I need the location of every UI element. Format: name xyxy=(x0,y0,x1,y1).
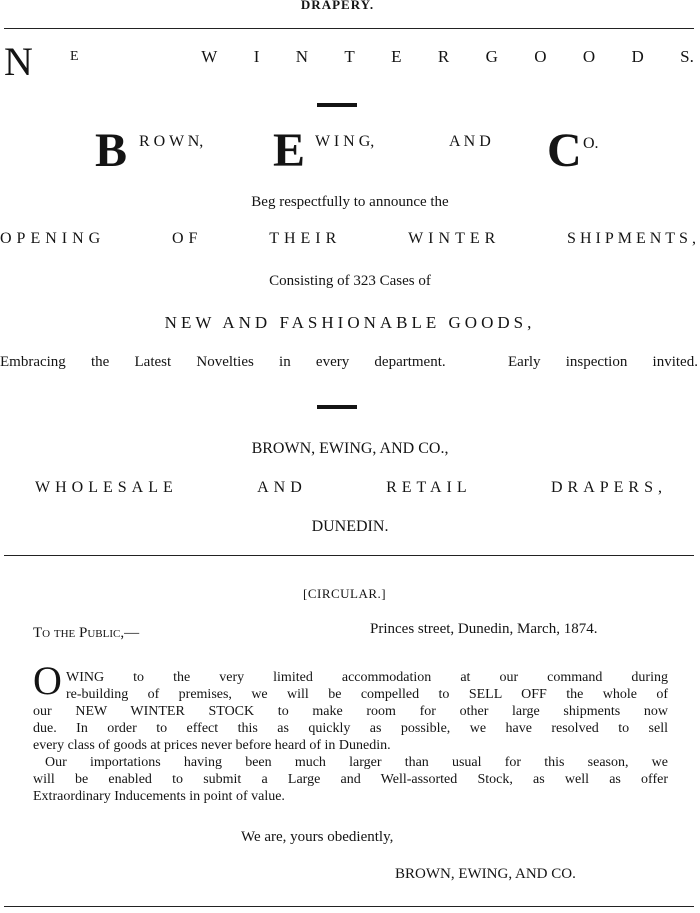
headline-letter: E xyxy=(70,49,79,64)
opening-word: THEIR xyxy=(269,230,342,247)
separator-dash xyxy=(317,103,357,107)
embracing-word: inspection xyxy=(565,354,628,370)
embracing-word: the xyxy=(91,354,110,370)
embracing-word: in xyxy=(279,354,291,370)
opening-word: WINTER xyxy=(408,230,501,247)
trade-word: RETAIL xyxy=(386,479,472,496)
trade-word: DRAPERS, xyxy=(550,479,667,496)
dateline: Princes street, Dunedin, March, 1874. xyxy=(370,621,598,637)
circular-body xyxy=(33,669,668,805)
circular-line: due. In order to effect this as quickly as possible, we have resolved to sell xyxy=(33,721,668,736)
opening-line xyxy=(0,230,700,248)
signature: BROWN, EWING, AND CO. xyxy=(395,866,576,882)
header-rule xyxy=(4,28,694,29)
circular-line: every class of goods at prices never before heard of in Dunedin. xyxy=(33,738,391,753)
bottom-rule xyxy=(4,906,694,907)
headline-initial: N xyxy=(4,39,33,84)
circular-line: will be enabled to submit a Large and Well-assorted Stock, as well as offer xyxy=(33,772,668,787)
opening-word: OPENING xyxy=(0,230,106,247)
embracing-word: Latest xyxy=(134,354,172,370)
city-line: DUNEDIN. xyxy=(311,518,389,535)
headline-letter: T xyxy=(344,47,355,66)
circular-line: re-building of premises, we will be compelled to SELL OFF the whole of xyxy=(66,687,668,702)
circular-line: our NEW WINTER STOCK to make room for other large shipments now xyxy=(33,704,668,719)
section-header: DRAPERY. xyxy=(300,0,375,12)
headline-letter: R xyxy=(437,47,450,66)
headline-letters xyxy=(70,46,694,68)
trade-word: AND xyxy=(257,479,307,496)
embracing-word: department. xyxy=(374,354,446,370)
circular-line: WING to the very limited accommodation at our command during xyxy=(66,670,668,685)
headline-letter: E xyxy=(391,47,402,66)
opening-word: OF xyxy=(171,230,203,247)
new-goods-line: NEW AND FASHIONABLE GOODS, xyxy=(164,313,536,332)
firm-name-display xyxy=(95,124,615,177)
headline-letter: O xyxy=(582,47,596,66)
firm-word-wing: W I N G, xyxy=(315,133,375,150)
embracing-word: Early xyxy=(508,354,541,370)
headline-letter: W xyxy=(201,47,218,66)
consisting-line: Consisting of 323 Cases of xyxy=(269,273,431,289)
headline-letter: S. xyxy=(680,47,694,66)
embracing-word: invited. xyxy=(652,354,698,370)
headline-letter: D xyxy=(631,47,644,66)
firm-initial-e: E xyxy=(273,124,306,177)
firm-word-and: A N D xyxy=(449,133,491,150)
embracing-word: every xyxy=(315,354,350,370)
closing: We are, yours obediently, xyxy=(241,829,394,845)
firm-word-o: O. xyxy=(583,135,599,152)
firm-name-line: BROWN, EWING, AND CO., xyxy=(251,440,449,457)
firm-word-rown: R O W N, xyxy=(139,133,204,150)
trade-line xyxy=(35,479,667,497)
trade-word: WHOLESALE xyxy=(35,479,178,496)
embracing-word: Novelties xyxy=(196,354,254,370)
opening-word: SHIPMENTS, xyxy=(567,230,700,247)
dropcap-o: O xyxy=(33,658,62,703)
circular-line: Our importations having been much larger than usual for this season, we xyxy=(45,755,668,770)
headline-letter: I xyxy=(253,47,260,66)
circular-line: Extraordinary Inducements in point of value. xyxy=(33,789,285,804)
headline-letter: O xyxy=(534,47,547,66)
headline-letter: N xyxy=(295,47,308,66)
firm-initial-c: C xyxy=(547,124,582,177)
section-divider xyxy=(4,555,694,556)
embracing-word: Embracing xyxy=(0,354,66,370)
headline-letter: G xyxy=(485,47,498,66)
separator-dash xyxy=(317,405,357,409)
firm-initial-b: B xyxy=(95,124,128,177)
announce-line: Beg respectfully to announce the xyxy=(251,194,449,210)
circular-label: [CIRCULAR.] xyxy=(303,586,387,601)
salutation: To the Public,— xyxy=(33,625,140,641)
embracing-line xyxy=(0,354,698,371)
